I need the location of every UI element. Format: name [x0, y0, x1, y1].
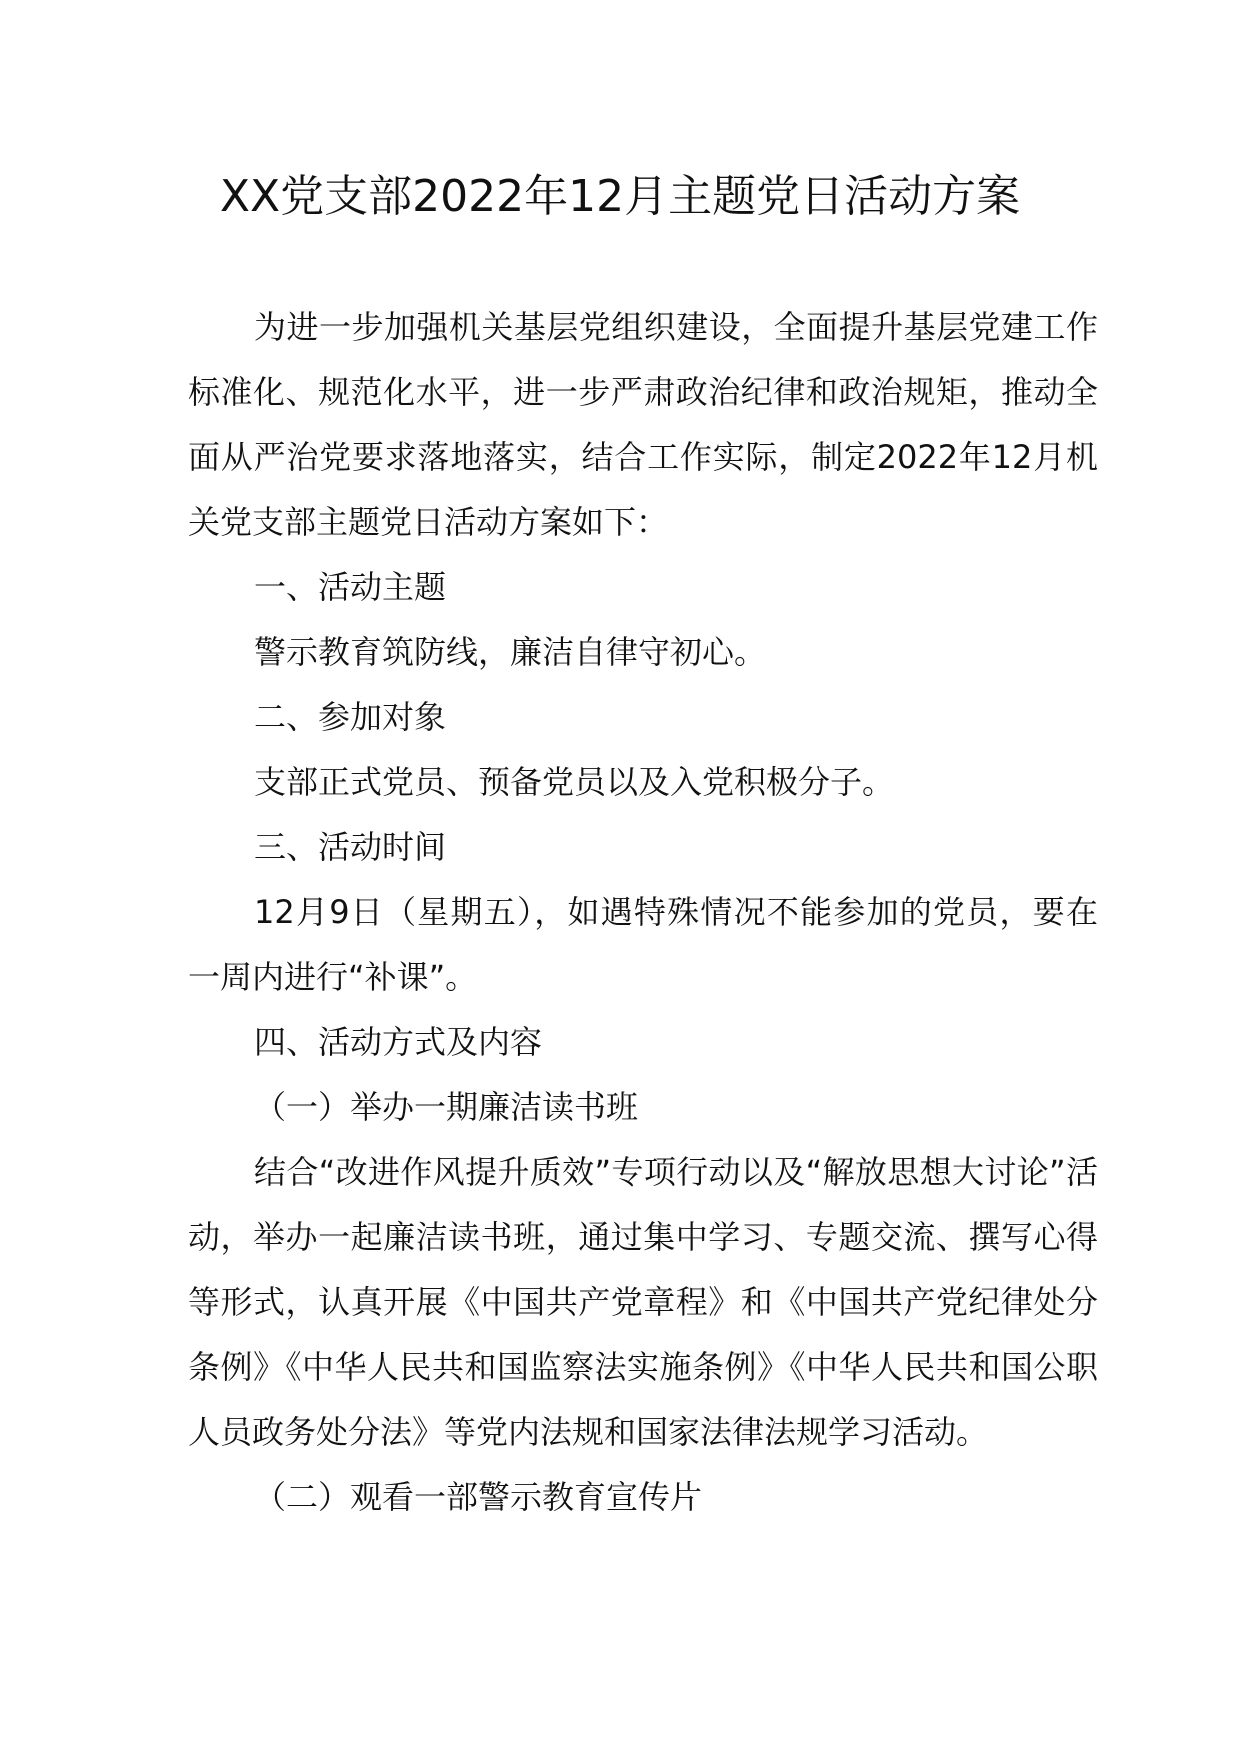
participants-text: 支部正式党员、预备党员以及入党积极分子。 — [254, 763, 895, 801]
time-text: 12月9日（星期五），如遇特殊情况不能参加的党员，要在一周内进行“补课”。 — [188, 893, 1098, 996]
section-heading-theme: 一、活动主题 — [254, 568, 447, 606]
section-heading-participants: 二、参加对象 — [254, 698, 447, 736]
document-body — [188, 295, 1098, 1530]
intro-paragraph: 为进一步加强机关基层党组织建设，全面提升基层党建工作标准化、规范化水平，进一步严肃政治纪律和政治规矩，推动全面从严治党要求落地落实，结合工作实际，制定2022年12月机关党支部主题党日活动方案如下： — [188, 308, 1098, 541]
section-heading-methods: 四、活动方式及内容 — [254, 1023, 543, 1061]
theme-text: 警示教育筑防线，廉洁自律守初心。 — [254, 633, 767, 671]
subheading-reading-class: （一）举办一期廉洁读书班 — [254, 1088, 639, 1126]
document-title: XX党支部2022年12月主题党日活动方案 — [219, 171, 1021, 222]
reading-class-text: 结合“改进作风提升质效”专项行动以及“解放思想大讨论”活动，举办一起廉洁读书班，通过集中学习、专题交流、撰写心得等形式，认真开展《中国共产党章程》和《中国共产党纪律处分条例》《中华人民共和国监察法实施条例》《中华人民共和国公职人员政务处分法》等党内法规和国家法律法规学习活动。 — [188, 1153, 1098, 1451]
section-heading-time: 三、活动时间 — [254, 828, 447, 866]
subheading-warning-film: （二）观看一部警示教育宣传片 — [254, 1478, 703, 1516]
